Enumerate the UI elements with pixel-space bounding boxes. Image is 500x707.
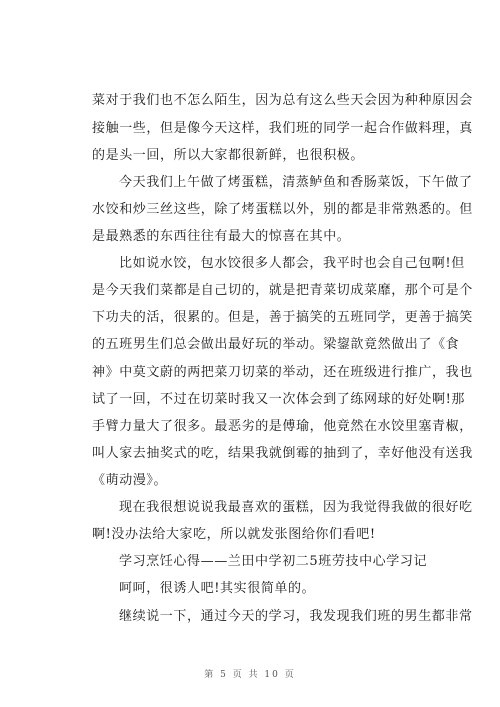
body-text-line: 试了一回，不过在切菜时我又一次体会到了练网球的好处啊!那: [92, 392, 466, 407]
body-text-line: 现在我很想说说我最喜欢的蛋糕，因为我觉得我做的很好吃: [119, 500, 473, 515]
body-text-line: 学习烹饪心得——兰田中学初二5班劳技中心学习记: [119, 554, 428, 569]
body-text-line: 的是头一回，所以大家都很新鲜，也很积极。: [92, 148, 365, 163]
body-text-line: 啊!没办法给大家吃，所以就发张图给你们看吧!: [92, 527, 376, 542]
body-text-line: 叫人家去抽奖式的吃，结果我就倒霉的抽到了，幸好他没有送我: [92, 446, 473, 461]
body-text-line: 继续说一下，通过今天的学习，我发现我们班的男生都非常: [119, 609, 473, 624]
body-text-line: 是最熟悉的东西往往有最大的惊喜在其中。: [92, 229, 351, 244]
page-number-footer: 第 5 页 共 10 页: [204, 670, 296, 680]
body-text-line: 是今天我们菜都是自己切的，就是把青菜切成菜靡，那个可是个: [92, 283, 473, 298]
body-text-line: 呵呵，很诱人吧!其实很简单的。: [119, 581, 316, 596]
body-text-line: 菜对于我们也不怎么陌生，因为总有这么些天会因为种种原因会: [92, 93, 473, 108]
body-text-line: 今天我们上午做了烤蛋糕，清蒸鲈鱼和香肠菜饭，下午做了: [119, 175, 473, 190]
body-text-line: 神》中莫文蔚的两把菜刀切菜的举动，还在班级进行推广，我也: [92, 365, 473, 380]
body-text-line: 的五班男生们总会做出最好玩的举动。梁鋆歆竟然做出了《食: [92, 337, 460, 352]
body-text-line: 手臂力量大了很多。最恶劣的是傅瑜，他竟然在水饺里塞青椒，: [92, 419, 473, 434]
body-text-line: 比如说水饺，包水饺很多人都会，我平时也会自己包啊!但: [119, 256, 465, 271]
body-text-line: 接触一些，但是像今天这样，我们班的同学一起合作做料理，真: [92, 121, 473, 136]
body-text-line: 水饺和炒三丝这些，除了烤蛋糕以外，别的都是非常熟悉的。但: [92, 202, 473, 217]
body-text-line: 《萌动漫》。: [92, 473, 168, 488]
body-text-line: 下功夫的活，很累的。但是，善于搞笑的五班同学，更善于搞笑: [92, 310, 473, 325]
